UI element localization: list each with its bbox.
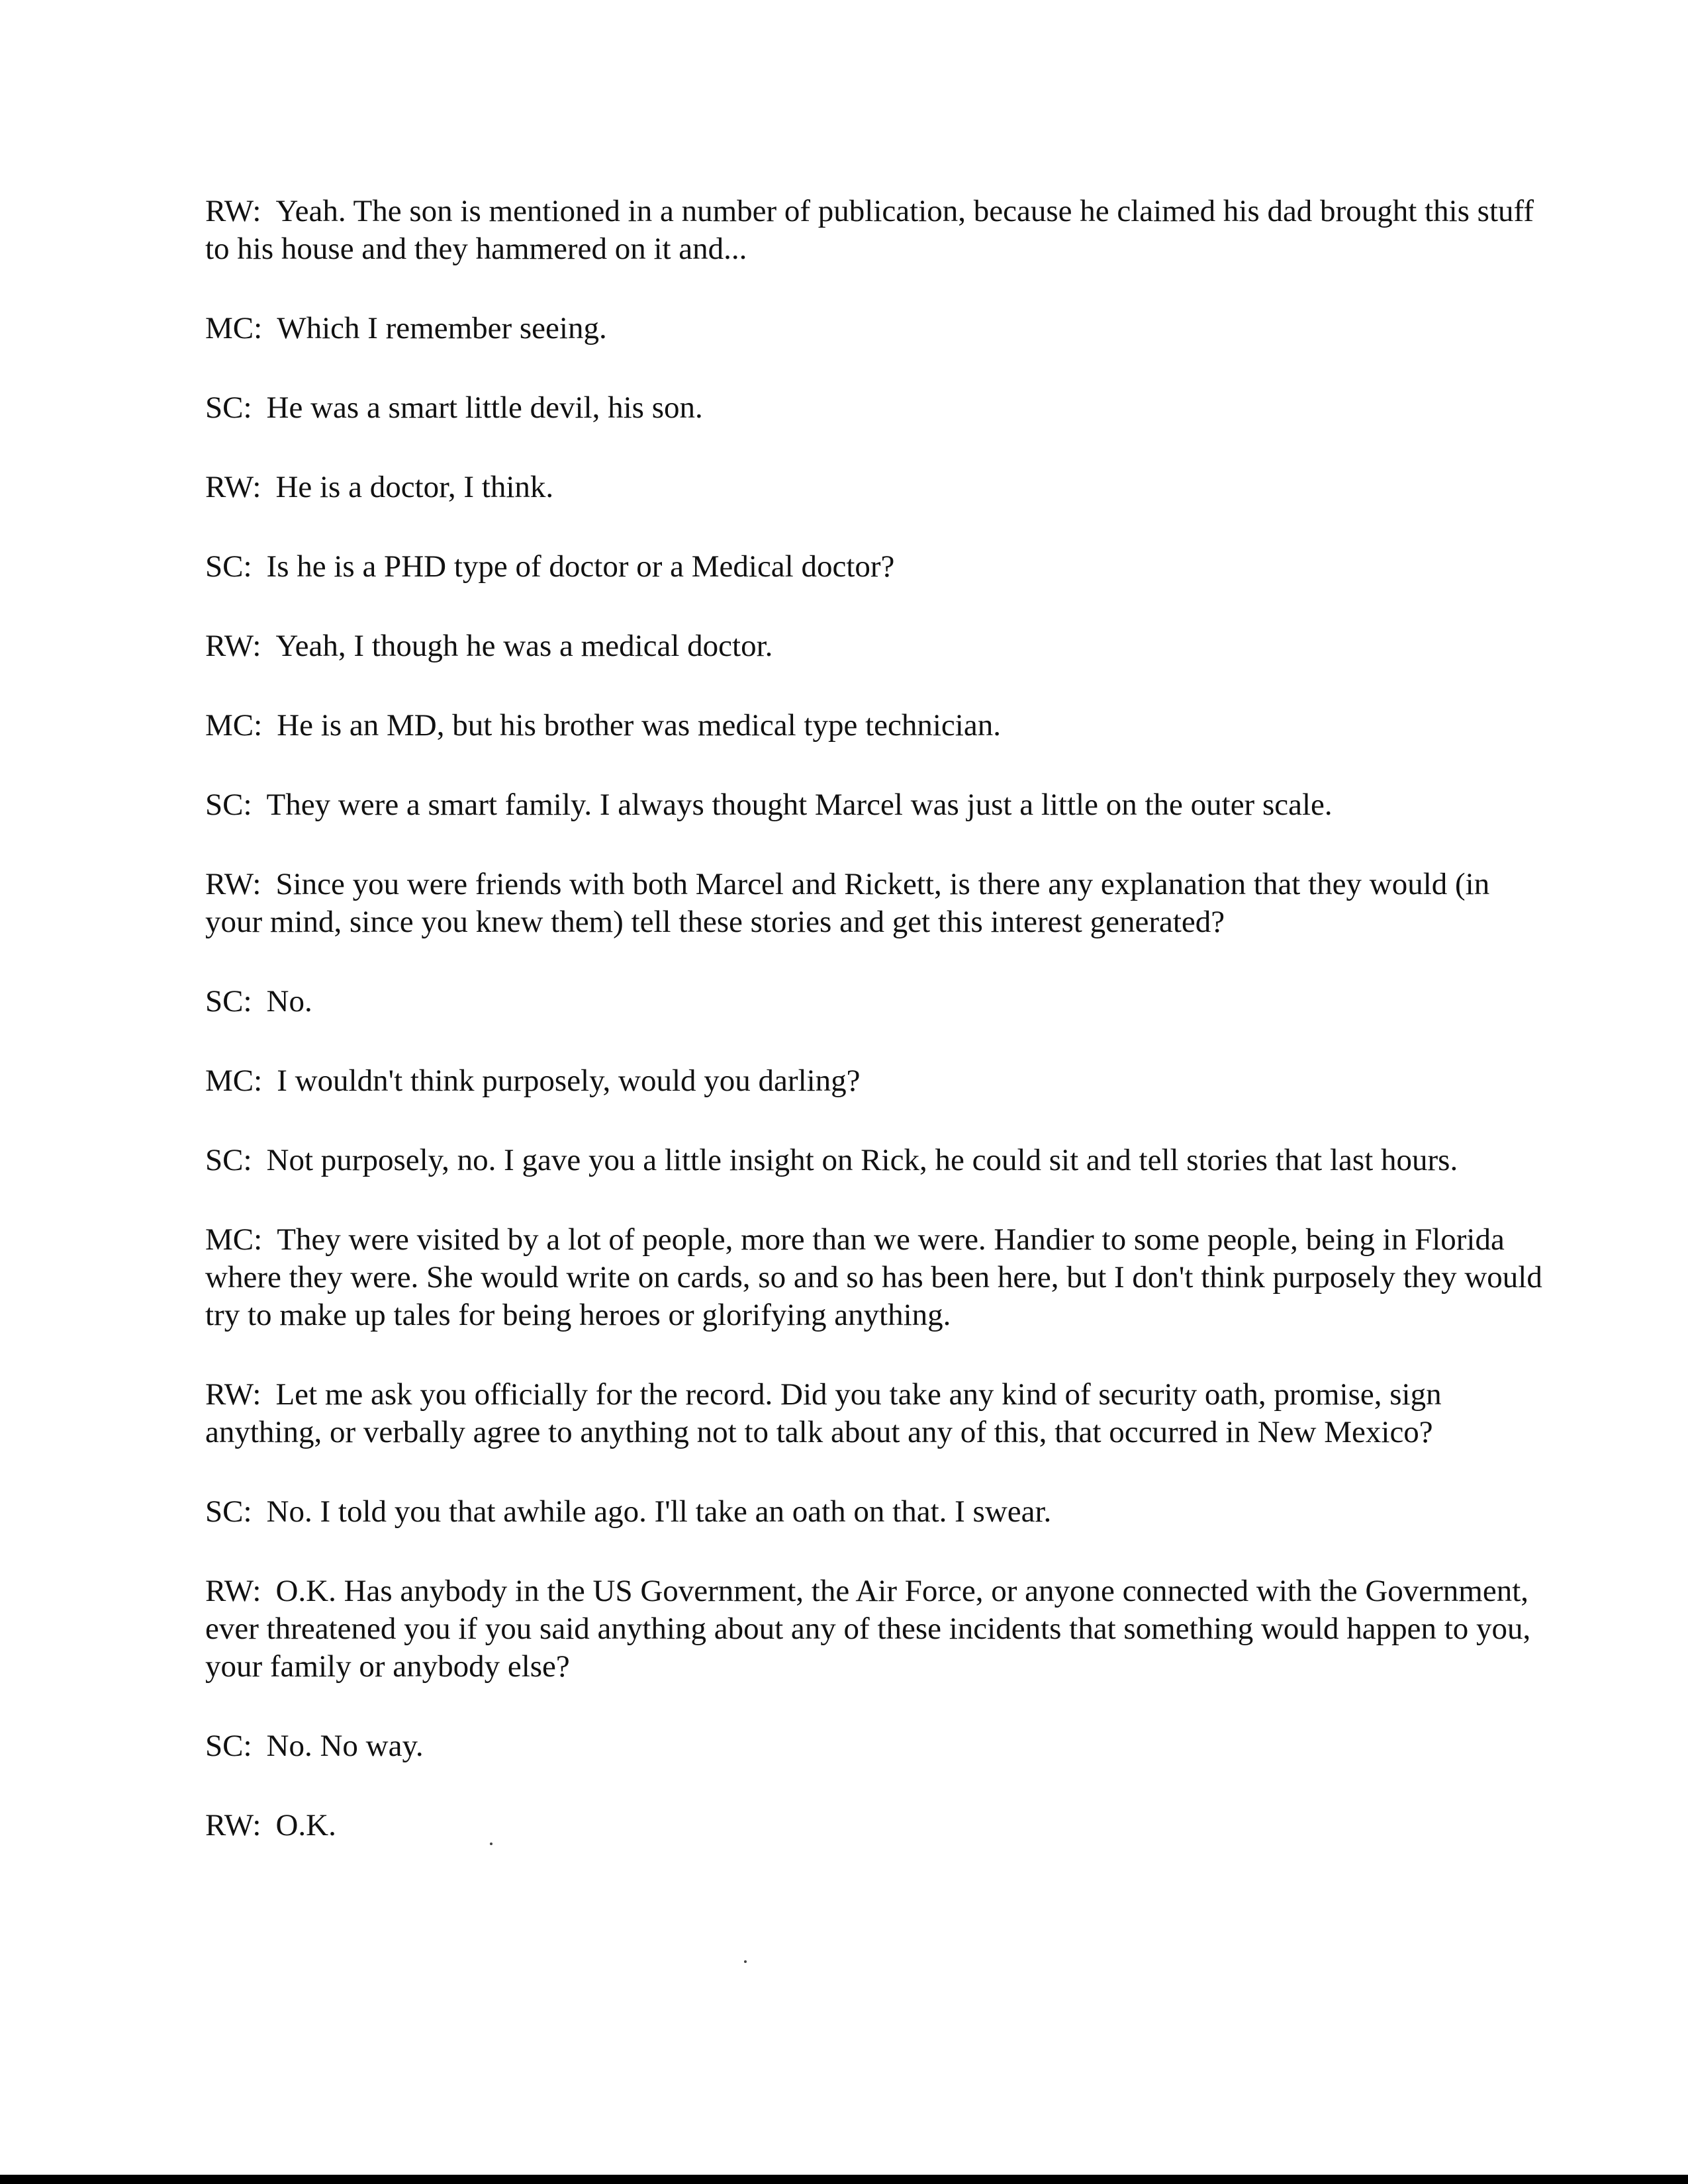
transcript-entry xyxy=(205,193,1549,268)
utterance-text: O.K. Has anybody in the US Government, the Air Force, or anyone connected with the Government, ever threatened you if you said anything about any of these incidents that something would happen to you, your family or anybody else? xyxy=(205,1574,1531,1684)
utterance-text: Yeah. The son is mentioned in a number of publication, because he claimed his dad brought this stuff to his house and they hammered on it and... xyxy=(205,194,1534,266)
transcript-entry xyxy=(205,548,1549,586)
utterance-text: Is he is a PHD type of doctor or a Medical doctor? xyxy=(266,549,895,584)
transcript-entry xyxy=(205,1062,1549,1100)
utterance-text: Since you were friends with both Marcel and Rickett, is there any explanation that they would (in your mind, since you knew them) tell these stories and get this interest generated? xyxy=(205,867,1490,939)
transcript-entry xyxy=(205,1376,1549,1451)
utterance-text: Not purposely, no. I gave you a little insight on Rick, he could sit and tell stories that last hours. xyxy=(266,1143,1458,1177)
speaker-label: SC: xyxy=(205,390,252,425)
utterance-text: O.K. xyxy=(275,1808,336,1843)
transcript-entry xyxy=(205,1807,1549,1844)
interview-transcript xyxy=(205,193,1549,1886)
transcript-entry xyxy=(205,983,1549,1021)
speaker-label: RW: xyxy=(205,629,261,663)
utterance-text: Which I remember seeing. xyxy=(277,311,607,345)
utterance-text: He is an MD, but his brother was medical type technician. xyxy=(277,708,1001,743)
speaker-label: SC: xyxy=(205,984,252,1019)
utterance-text: He is a doctor, I think. xyxy=(275,470,554,504)
utterance-text: He was a smart little devil, his son. xyxy=(266,390,703,425)
speaker-label: RW: xyxy=(205,867,261,901)
scan-speck xyxy=(744,1960,747,1963)
transcript-entry xyxy=(205,469,1549,506)
utterance-text: I wouldn't think purposely, would you darling? xyxy=(277,1064,861,1098)
speaker-label: SC: xyxy=(205,1494,252,1529)
speaker-label: SC: xyxy=(205,549,252,584)
speaker-label: MC: xyxy=(205,1064,263,1098)
utterance-text: They were a smart family. I always thought Marcel was just a little on the outer scale. xyxy=(266,788,1333,822)
speaker-label: RW: xyxy=(205,1574,261,1608)
speaker-label: RW: xyxy=(205,470,261,504)
utterance-text: They were visited by a lot of people, more than we were. Handier to some people, being in Florida where they were. She would write on cards, so and so has been here, but I don't think purposely they would try to make up tales for being heroes or glorifying anything. xyxy=(205,1222,1542,1332)
speaker-label: MC: xyxy=(205,1222,263,1257)
speaker-label: MC: xyxy=(205,311,263,345)
utterance-text: Yeah, I though he was a medical doctor. xyxy=(275,629,773,663)
speaker-label: RW: xyxy=(205,1808,261,1843)
utterance-text: No. No way. xyxy=(266,1729,424,1763)
transcript-entry xyxy=(205,1142,1549,1179)
speaker-label: RW: xyxy=(205,1377,261,1412)
transcript-entry xyxy=(205,786,1549,824)
speaker-label: SC: xyxy=(205,1729,252,1763)
transcript-entry xyxy=(205,1572,1549,1686)
utterance-text: Let me ask you officially for the record. Did you take any kind of security oath, promise, sign anything, or verbally agree to anything not to talk about any of this, that occurred in New Mexico? xyxy=(205,1377,1442,1449)
speaker-label: SC: xyxy=(205,788,252,822)
transcript-entry xyxy=(205,1493,1549,1531)
scan-speck xyxy=(490,1843,492,1845)
transcript-entry xyxy=(205,1727,1549,1765)
speaker-label: SC: xyxy=(205,1143,252,1177)
scan-edge-bar xyxy=(0,2175,1688,2184)
transcript-entry xyxy=(205,627,1549,665)
transcript-entry xyxy=(205,707,1549,745)
speaker-label: MC: xyxy=(205,708,263,743)
transcript-entry xyxy=(205,866,1549,941)
utterance-text: No. I told you that awhile ago. I'll take an oath on that. I swear. xyxy=(266,1494,1052,1529)
transcript-entry xyxy=(205,389,1549,427)
utterance-text: No. xyxy=(266,984,312,1019)
transcript-entry xyxy=(205,1221,1549,1334)
transcript-entry xyxy=(205,310,1549,347)
speaker-label: RW: xyxy=(205,194,261,228)
